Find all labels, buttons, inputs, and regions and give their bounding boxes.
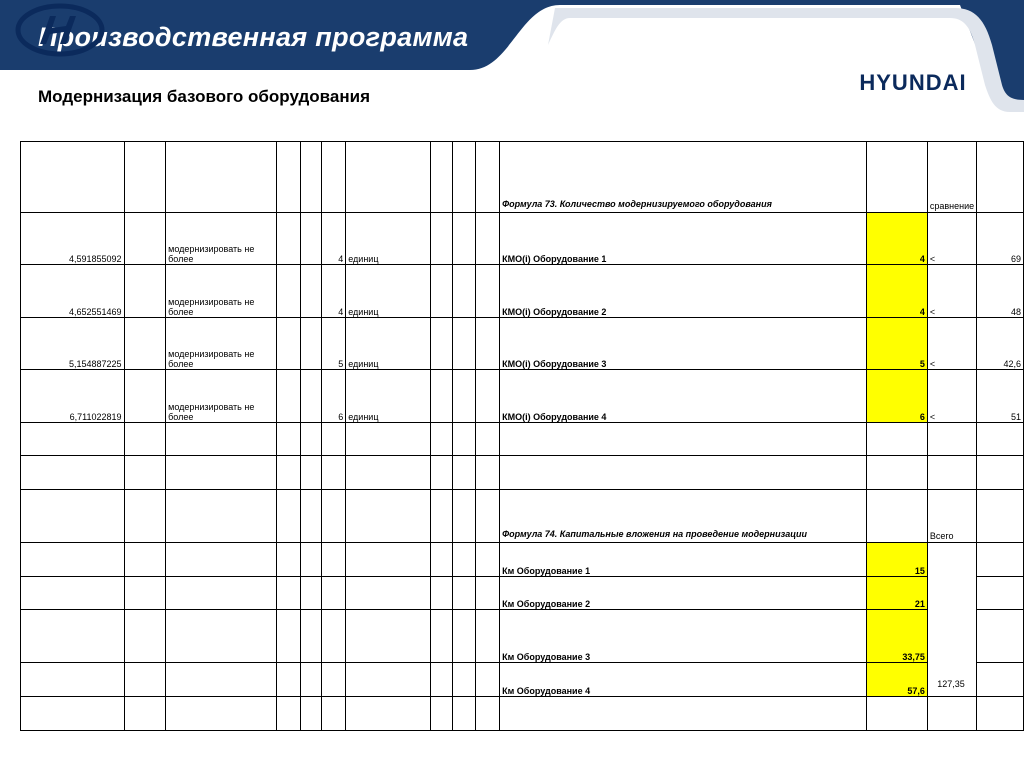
table-row xyxy=(21,610,1024,663)
row73-count: 4 xyxy=(322,213,346,265)
table-row xyxy=(21,577,1024,610)
page-title: Производственная программа xyxy=(38,22,469,52)
row73-value: 4,652551469 xyxy=(21,265,125,318)
table-row xyxy=(21,490,1024,543)
row73-label: КМО(i) Оборудование 3 xyxy=(500,318,867,370)
hyundai-logo-icon xyxy=(0,0,140,90)
row73-unit: единиц xyxy=(346,370,430,423)
formula-74-title: Формула 74. Капитальные вложения на проведение модернизации xyxy=(500,490,867,543)
page-subtitle: Модернизация базового оборудования xyxy=(38,87,370,106)
table-row xyxy=(21,456,1024,490)
row74-label: Км Оборудование 1 xyxy=(500,543,867,577)
row73-result: 5 xyxy=(867,318,928,370)
row73-label: КМО(i) Оборудование 4 xyxy=(500,370,867,423)
table-row xyxy=(21,318,1024,370)
logo-wordmark: HYUNDAI xyxy=(859,70,967,95)
row73-compare: 42,6 xyxy=(977,318,1024,370)
table-row xyxy=(21,142,1024,213)
row73-count: 6 xyxy=(322,370,346,423)
row73-label: КМО(i) Оборудование 1 xyxy=(500,213,867,265)
table-row xyxy=(21,423,1024,456)
row73-unit: единиц xyxy=(346,265,430,318)
row73-value: 4,591855092 xyxy=(21,213,125,265)
table-row xyxy=(21,370,1024,423)
row73-limit: модернизировать не более xyxy=(166,318,277,370)
table-row xyxy=(21,697,1024,731)
row73-limit: модернизировать не более xyxy=(166,213,277,265)
total-value: 127,35 xyxy=(927,543,976,697)
table-row xyxy=(21,543,1024,577)
row73-value: 5,154887225 xyxy=(21,318,125,370)
table-row xyxy=(21,265,1024,318)
row74-label: Км Оборудование 3 xyxy=(500,610,867,663)
row73-sign: < xyxy=(927,370,976,423)
row73-count: 5 xyxy=(322,318,346,370)
row73-compare: 48 xyxy=(977,265,1024,318)
row74-value: 15 xyxy=(867,543,928,577)
row73-sign: < xyxy=(927,318,976,370)
row73-sign: < xyxy=(927,265,976,318)
total-header: Всего xyxy=(927,490,976,543)
row73-result: 4 xyxy=(867,213,928,265)
row73-result: 6 xyxy=(867,370,928,423)
row73-limit: модернизировать не более xyxy=(166,265,277,318)
row73-unit: единиц xyxy=(346,318,430,370)
row73-compare: 51 xyxy=(977,370,1024,423)
row74-value: 33,75 xyxy=(867,610,928,663)
comparison-header: сравнение xyxy=(927,142,976,213)
row73-sign: < xyxy=(927,213,976,265)
row73-label: КМО(i) Оборудование 2 xyxy=(500,265,867,318)
row73-compare: 69 xyxy=(977,213,1024,265)
table-row xyxy=(21,213,1024,265)
row74-label: Км Оборудование 2 xyxy=(500,577,867,610)
row74-label: Км Оборудование 4 xyxy=(500,663,867,697)
table-row xyxy=(21,663,1024,697)
row73-count: 4 xyxy=(322,265,346,318)
row74-value: 57,6 xyxy=(867,663,928,697)
row74-value: 21 xyxy=(867,577,928,610)
row73-limit: модернизировать не более xyxy=(166,370,277,423)
data-table xyxy=(20,141,1024,731)
formula-73-title: Формула 73. Количество модернизируемого оборудования xyxy=(500,142,867,213)
row73-value: 6,711022819 xyxy=(21,370,125,423)
row73-unit: единиц xyxy=(346,213,430,265)
row73-result: 4 xyxy=(867,265,928,318)
